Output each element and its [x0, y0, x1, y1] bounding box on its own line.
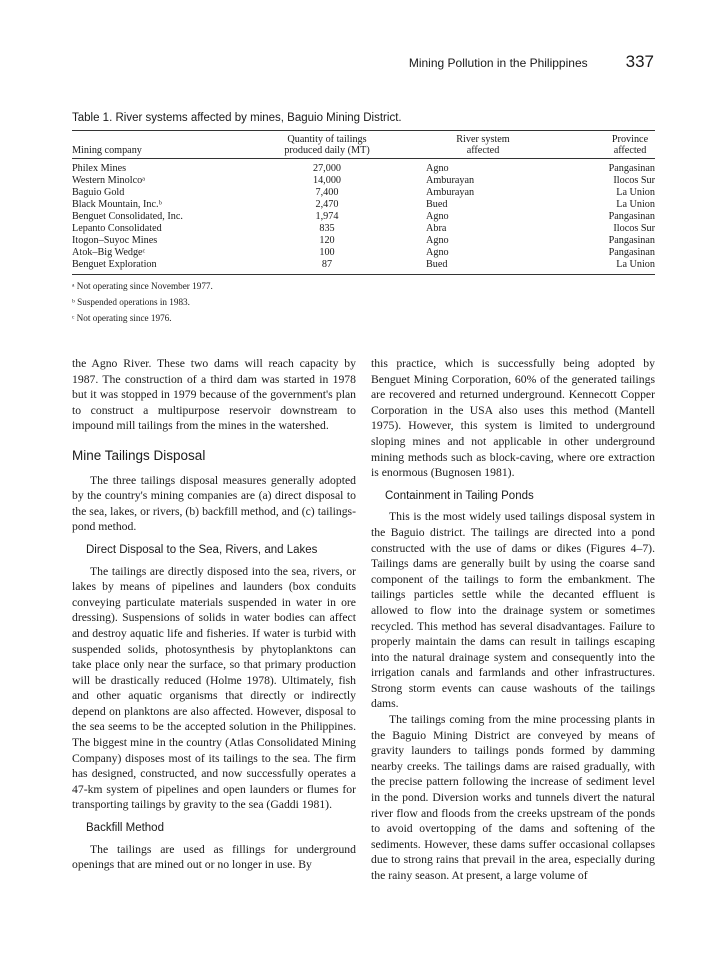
quantity-cell: 7,400	[315, 187, 339, 198]
paragraph: the Agno River. These two dams will reach capacity by 1987. The construction of a third dam was started in 1978 but it was stopped in 1979 because of the government's plan to construct a multipurpose reservoir downstream to impound mill tailings from the mines in the watershed.	[72, 357, 356, 433]
table-row	[72, 175, 655, 187]
table-footnotes	[72, 278, 655, 326]
table-container	[72, 130, 655, 326]
footnote: ᶜ Not operating since 1976.	[72, 313, 172, 323]
header-province	[574, 131, 655, 159]
river-cell: Bued	[426, 259, 448, 270]
province-cell: Ilocos Sur	[613, 223, 655, 234]
company-cell: Philex Mines	[72, 163, 127, 174]
river-cell: Agno	[426, 247, 449, 258]
quantity-cell: 835	[319, 223, 335, 234]
river-cell: Amburayan	[426, 187, 475, 198]
quantity-cell: 1,974	[315, 211, 339, 222]
data-table	[72, 130, 655, 275]
quantity-cell: 120	[319, 235, 335, 246]
province-cell: Ilocos Sur	[613, 175, 655, 186]
header-river-system	[392, 131, 574, 159]
running-title: Mining Pollution in the Philippines	[408, 56, 588, 70]
header-quantity-text: Quantity of tailings produced daily (MT)	[284, 134, 370, 156]
paragraph: This is the most widely used tailings disposal system in the Baguio district. The tailings are directed into a pond constructed with the use of dams or dikes (Figures 4–7). Tailings dams are generally built by using the coarse sand component of the tailings to form the embankment. The tailings particles settle while the decanted effluent is allowed to flow into the drainage system or sometimes recycled. This method has several disadvantages. Failure to properly maintain the dams can result in tailings escaping into the natural drainage system and consequently into the irrigation canals and farmlands and other infrastructures. Strong storm events can cause washouts of the tailings dams.	[371, 510, 655, 711]
river-cell: Amburayan	[426, 175, 475, 186]
paragraph: The tailings are used as fillings for underground openings that are mined out or no longer in use. By	[72, 842, 356, 872]
province-cell: Pangasinan	[608, 247, 655, 258]
river-cell: Abra	[426, 223, 447, 234]
table-header-row	[72, 131, 655, 159]
footnote: ᵇ Suspended operations in 1983.	[72, 297, 190, 307]
company-cell: Black Mountain, Inc.ᵇ	[72, 199, 162, 210]
table-row	[72, 211, 655, 223]
quantity-cell: 14,000	[312, 175, 341, 186]
subsection-heading: Direct Disposal to the Sea, Rivers, and Lakes	[86, 543, 318, 556]
company-cell: Benguet Exploration	[72, 259, 157, 270]
subsection-heading: Containment in Tailing Ponds	[385, 489, 534, 502]
province-cell: Pangasinan	[608, 235, 655, 246]
table-row	[72, 159, 655, 176]
table-caption: Table 1. River systems affected by mines, Baguio Mining District.	[72, 112, 402, 124]
paragraph: The three tailings disposal measures generally adopted by the country's mining companies are (a) direct disposal to the sea, lakes, or rivers, (b) backfill method, and (c) tailings-pond method.	[72, 473, 356, 534]
running-head	[409, 52, 654, 72]
province-cell: Pangasinan	[608, 163, 655, 174]
right-column	[371, 356, 655, 884]
left-column	[72, 356, 356, 873]
river-cell: Agno	[426, 235, 449, 246]
company-cell: Western Minolcoᵃ	[72, 175, 145, 186]
table-row	[72, 223, 655, 235]
company-cell: Itogon–Suyoc Mines	[72, 235, 158, 246]
company-cell: Baguio Gold	[72, 187, 125, 198]
table-row	[72, 187, 655, 199]
subsection-heading: Backfill Method	[86, 822, 164, 835]
quantity-cell: 100	[319, 247, 335, 258]
header-quantity	[262, 131, 392, 159]
province-cell: La Union	[616, 187, 655, 198]
company-cell: Benguet Consolidated, Inc.	[72, 211, 183, 222]
header-province-text: Province affected	[611, 134, 649, 156]
province-cell: La Union	[616, 199, 655, 210]
paragraph: The tailings are directly disposed into the sea, rivers, or lakes by means of pipelines and launders (box conduits conveying particulate materials suspended in water in ore dressing). Suspensions of solids in water bodies can affect and destroy aquatic life and fisheries. If water is turbid with suspended solids, photosynthesis by phytoplanktons can take place only near the surface, so that primary production will be drastically reduced (Holme 1978). Ultimately, fish and other aquatic organisms that directly or indirectly depend on planktons are also affected. However, disposal to the sea seems to be the accepted solution in the Philippines. The biggest mine in the country (Atlas Consolidated Mining Company) disposes most of its tailings to the sea. The firm has designed, constructed, and now successfully operates a 47-km system of pipelines and open launders or flumes for transporting tailings by gravity to the sea (Gaddi 1981).	[72, 564, 356, 812]
table-row	[72, 247, 655, 259]
table-row	[72, 235, 655, 247]
paragraph: The tailings coming from the mine processing plants in the Baguio Mining District are conveyed by means of gravity launders to tailings ponds formed by damming nearby creeks. The tailings dams are raised gradually, with the precise pattern following the increase of sediment level in the pond. Diversion works and tunnels divert the natural river flow and floods from the creeks upstream of the ponds to avoid overtopping of the dams and softening of the sediments. However, these dams suffer occasional collapses due to strong rains that prevail in the area, especially during the rainy season. At present, a large volume of	[371, 713, 655, 882]
section-heading: Mine Tailings Disposal	[72, 447, 206, 463]
quantity-cell: 27,000	[312, 163, 341, 174]
table-body	[72, 159, 655, 275]
header-mining-company: Mining company	[72, 145, 142, 156]
paragraph: this practice, which is successfully being adopted by Benguet Mining Corporation, 60% of the generated tailings are recovered and returned underground. Kennecott Copper Corporation in the USA also uses this method (Mantell 1975). However, this system is limited to underground sloping mines and not applicable in other underground mining methods such as block-caving, where ore extraction is enormous (Bugnosen 1981).	[371, 357, 655, 480]
table-row	[72, 199, 655, 211]
province-cell: Pangasinan	[608, 211, 655, 222]
company-cell: Lepanto Consolidated	[72, 223, 162, 234]
company-cell: Atok–Big Wedgeᶜ	[72, 247, 146, 258]
header-river-text: River system affected	[456, 134, 510, 156]
page-number: 337	[625, 52, 654, 71]
province-cell: La Union	[616, 259, 655, 270]
river-cell: Agno	[426, 163, 449, 174]
quantity-cell: 87	[321, 259, 333, 270]
table-row	[72, 259, 655, 275]
river-cell: Bued	[426, 199, 448, 210]
footnote: ᵃ Not operating since November 1977.	[72, 281, 213, 291]
river-cell: Agno	[426, 211, 449, 222]
quantity-cell: 2,470	[315, 199, 339, 210]
